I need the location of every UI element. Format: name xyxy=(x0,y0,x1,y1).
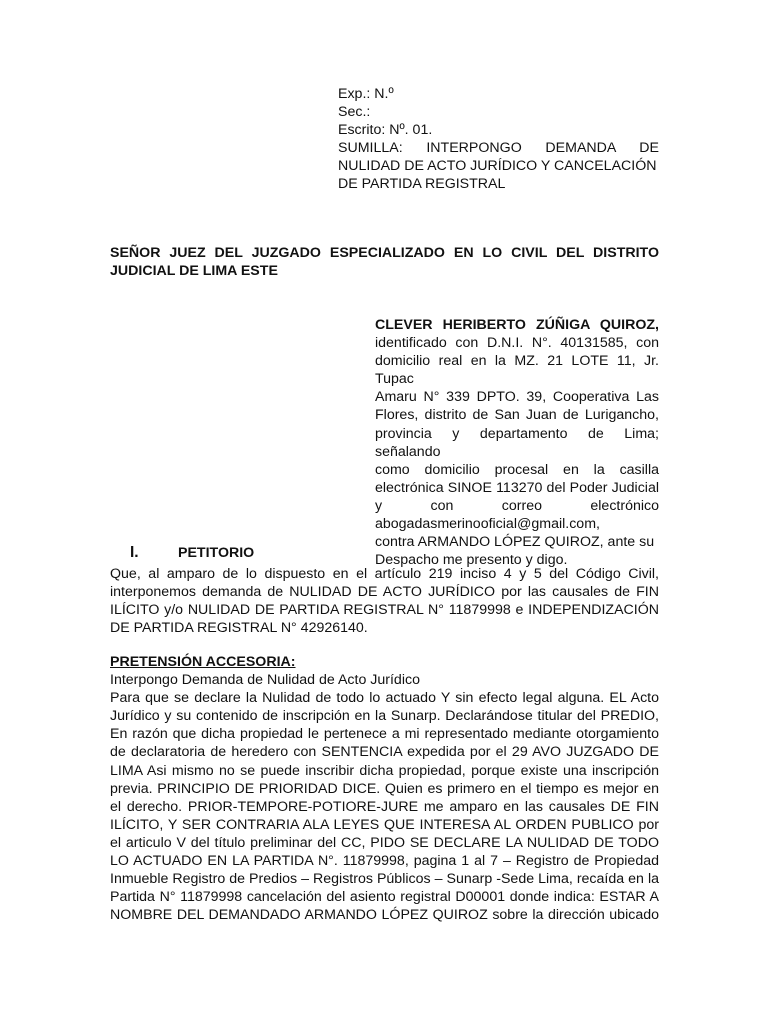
section-heading xyxy=(130,544,430,562)
intro-closing-line-2: Despacho me presento y digo. xyxy=(375,552,568,569)
pretension-line: En razón que dicha propiedad le pertenece a mi representado mediante otorgamiento xyxy=(110,726,659,743)
pretension-line: Inmueble Registro de Predios – Registros Públicos – Sunarp -Sede Lima, recaída en la xyxy=(110,871,659,888)
petitorio-paragraph xyxy=(110,565,659,637)
intro-line: como domicilio procesal en la casilla xyxy=(375,461,659,478)
pretension-line: el derecho. PRIOR-TEMPORE-POTIORE-JURE me amparo en las causales DE FIN xyxy=(110,798,659,815)
case-header xyxy=(338,85,659,194)
pretension-line: Jurídico y su contenido de inscripción en la Sunarp. Declarándose titular del PREDIO, xyxy=(110,708,659,725)
pretension-line: Partida N° 11879998 cancelación del asiento registral D00001 donde indica: ESTAR A xyxy=(110,889,659,906)
intro-line: Amaru N° 339 DPTO. 39, Cooperativa Las xyxy=(375,389,659,406)
petitorio-last-line: DE PARTIDA REGISTRAL N° 42926140. xyxy=(110,620,368,637)
sumilla-line-1: SUMILLA: INTERPONGO DEMANDA DE xyxy=(338,140,659,157)
expediente-line: Exp.: N.º xyxy=(338,86,394,102)
email-line: abogadasmerinooficial@gmail.com, xyxy=(375,516,600,533)
pretension-line: ILÍCITO, Y SER CONTRARIA ALA LEYES QUE INTERESA AL ORDEN PUBLICO por xyxy=(110,816,659,833)
petitorio-line: ILÍCITO y/o NULIDAD DE PARTIDA REGISTRAL N° 11879998 e INDEPENDIZACIÓN xyxy=(110,602,659,619)
secretario-line: Sec.: xyxy=(338,104,371,121)
court-address xyxy=(110,244,659,280)
pretension-section xyxy=(110,653,659,924)
court-address-line-1: SEÑOR JUEZ DEL JUZGADO ESPECIALIZADO EN LO CIVIL DEL DISTRITO xyxy=(110,245,659,261)
plaintiff-name: CLEVER HERIBERTO ZÚÑIGA QUIROZ, xyxy=(375,317,659,333)
intro-line: provincia y departamento de Lima; señalando xyxy=(375,425,659,460)
pretension-line: Para que se declare la Nulidad de todo lo actuado Y sin efecto legal alguna. EL Acto xyxy=(110,690,659,707)
plaintiff-introduction xyxy=(375,316,659,569)
petitorio-line: interponemos demanda de NULIDAD DE ACTO JURÍDICO por las causales de FIN xyxy=(110,584,659,601)
intro-line: electrónica SINOE 113270 del Poder Judicial xyxy=(375,479,659,496)
section-numeral: I. xyxy=(130,544,139,561)
pretension-line: previa. PRINCIPIO DE PRIORIDAD DICE. Quien es primero en el tiempo es mejor en xyxy=(110,780,659,797)
pretension-line: LO ACTUADO EN LA PARTIDA N°. 11879998, pagina 1 al 7 – Registro de Propiedad xyxy=(110,853,659,870)
petitorio-line: Que, al amparo de lo dispuesto en el artículo 219 inciso 4 y 5 del Código Civil, xyxy=(110,566,659,582)
intro-line: identificado con D.N.I. N°. 40131585, con xyxy=(375,335,659,352)
court-address-line-2: JUDICIAL DE LIMA ESTE xyxy=(110,263,278,280)
sumilla-line-3: DE PARTIDA REGISTRAL xyxy=(338,176,506,193)
sumilla-line-2: NULIDAD DE ACTO JURÍDICO Y CANCELACIÓN xyxy=(338,158,657,175)
pretension-subheading: Interpongo Demanda de Nulidad de Acto Jurídico xyxy=(110,672,420,689)
intro-line: Flores, distrito de San Juan de Lurigancho, xyxy=(375,407,659,424)
intro-line: domicilio real en la MZ. 21 LOTE 11, Jr. Tupac xyxy=(375,353,659,388)
escrito-line: Escrito: Nº. 01. xyxy=(338,122,433,139)
intro-line: y con correo electrónico xyxy=(375,497,659,514)
section-title: PETITORIO xyxy=(178,545,255,561)
pretension-heading: PRETENSIÓN ACCESORIA: xyxy=(110,654,296,670)
pretension-line: de declaratoria de heredero con SENTENCIA expedida por el 29 AVO JUZGADO DE xyxy=(110,744,659,761)
pretension-line: NOMBRE DEL DEMANDADO ARMANDO LÓPEZ QUIROZ sobre la dirección ubicado xyxy=(110,907,659,924)
intro-closing-line-1: contra ARMANDO LÓPEZ QUIROZ, ante su xyxy=(375,534,655,551)
pretension-line: LIMA Asi mismo no se puede inscribir dicha propiedad, porque existe una inscripción xyxy=(110,762,659,779)
pretension-line: el articulo V del título preliminar del CC, PIDO SE DECLARE LA NULIDAD DE TODO xyxy=(110,834,659,851)
